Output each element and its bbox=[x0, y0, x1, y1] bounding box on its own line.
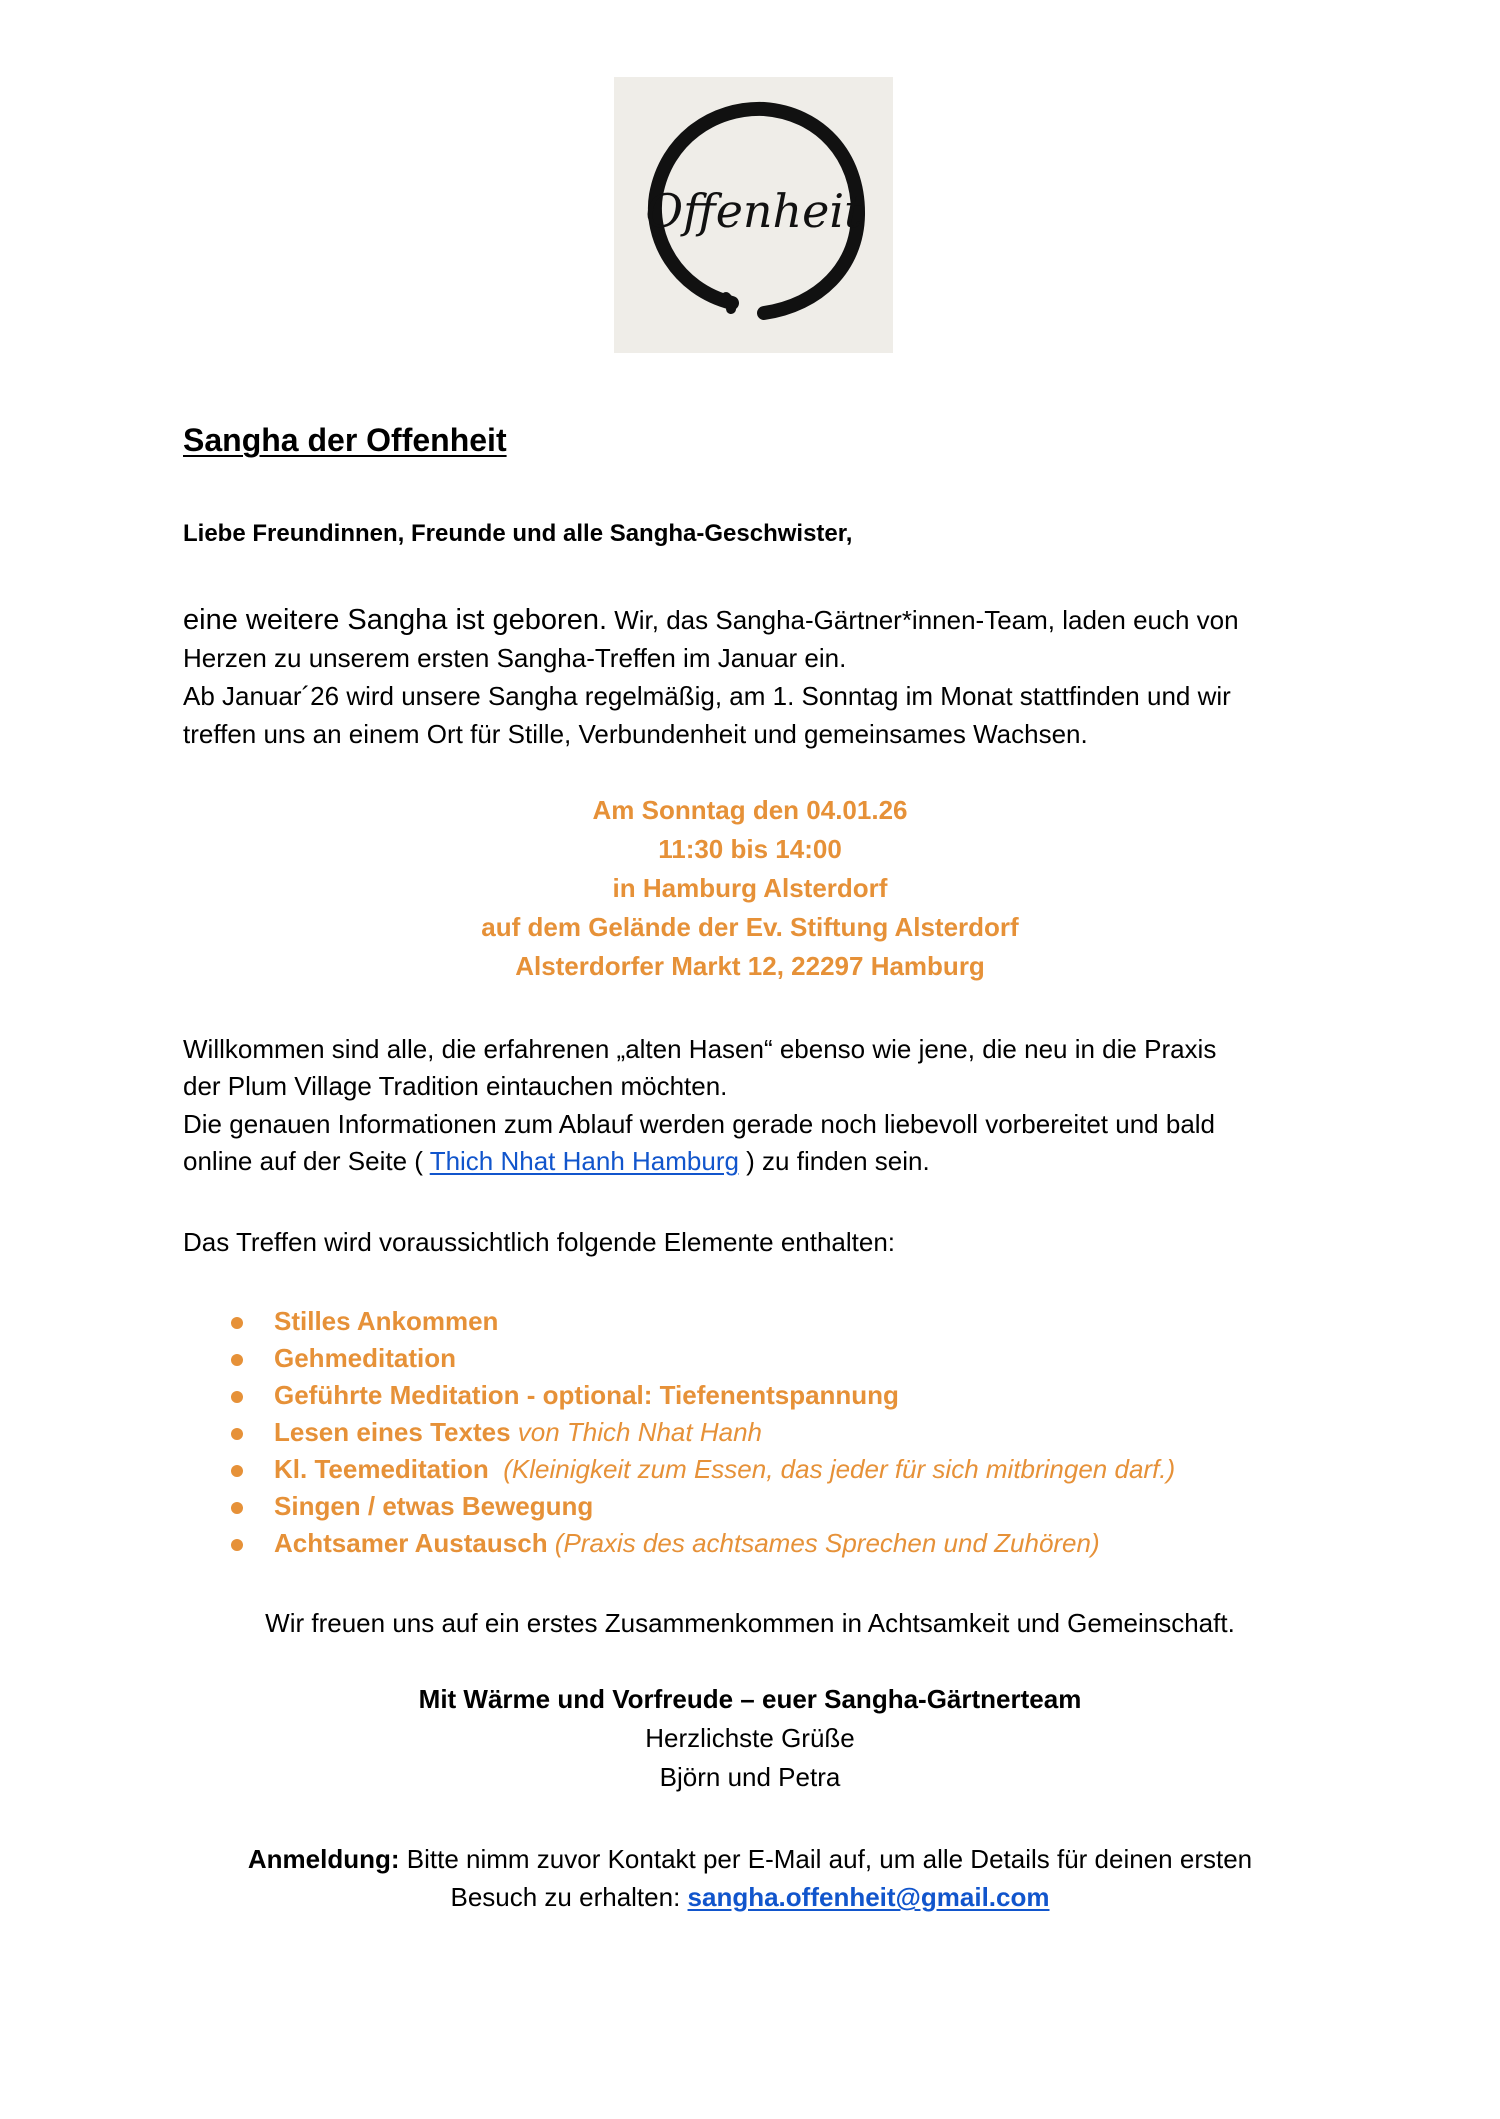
bullet-icon bbox=[231, 1428, 243, 1440]
greeting: Liebe Freundinnen, Freunde und alle Sangha-Geschwister, bbox=[183, 520, 853, 547]
welcome-line-4-before: online auf der Seite ( bbox=[183, 1146, 430, 1176]
thich-nhat-hanh-hamburg-link[interactable]: Thich Nhat Hanh Hamburg bbox=[429, 1146, 739, 1176]
elements-list bbox=[183, 1303, 1175, 1562]
bullet-icon bbox=[231, 1317, 243, 1329]
bullet-icon bbox=[231, 1465, 243, 1477]
registration-label: Anmeldung: bbox=[247, 1844, 400, 1874]
bullet-icon bbox=[231, 1391, 243, 1403]
registration-line-1 bbox=[0, 1841, 1500, 1878]
event-date: Am Sonntag den 04.01.26 bbox=[592, 795, 908, 825]
list-item: Achtsamer Austausch (Praxis des achtsames Sprechen und Zuhören) bbox=[183, 1525, 1175, 1562]
intro-line-3: Ab Januar´26 wird unsere Sangha regelmäßig, am 1. Sonntag im Monat stattfinden und wir bbox=[183, 681, 1231, 711]
email-link[interactable]: sangha.offenheit@gmail.com bbox=[687, 1882, 1050, 1912]
event-place: in Hamburg Alsterdorf bbox=[612, 873, 888, 903]
registration-text-2: Besuch zu erhalten: bbox=[450, 1882, 688, 1912]
list-item: Stilles Ankommen bbox=[183, 1303, 1175, 1340]
welcome-line-1: Willkommen sind alle, die erfahrenen „alten Hasen“ ebenso wie jene, die neu in die Praxis bbox=[183, 1034, 1217, 1064]
bullet-icon bbox=[231, 1502, 243, 1514]
welcome-line-2: der Plum Village Tradition eintauchen möchten. bbox=[183, 1071, 728, 1101]
intro-line-1 bbox=[183, 602, 1239, 639]
intro-line-4: treffen uns an einem Ort für Stille, Verbundenheit und gemeinsames Wachsen. bbox=[183, 719, 1088, 749]
welcome-line-4 bbox=[183, 1143, 930, 1180]
event-venue: auf dem Gelände der Ev. Stiftung Alsterdorf bbox=[481, 912, 1019, 942]
event-address: Alsterdorfer Markt 12, 22297 Hamburg bbox=[515, 951, 985, 981]
signoff-line-2: Herzlichste Grüße bbox=[645, 1723, 855, 1753]
list-item: Singen / etwas Bewegung bbox=[183, 1488, 1175, 1525]
signoff-line-1: Mit Wärme und Vorfreude – euer Sangha-Gärtnerteam bbox=[418, 1684, 1082, 1714]
welcome-line-3: Die genauen Informationen zum Ablauf werden gerade noch liebevoll vorbereitet und bald bbox=[183, 1109, 1216, 1139]
list-item: Geführte Meditation - optional: Tiefenentspannung bbox=[183, 1377, 1175, 1414]
welcome-line-4-after: ) zu finden sein. bbox=[738, 1146, 930, 1176]
closing-text: Wir freuen uns auf ein erstes Zusammenkommen in Achtsamkeit und Gemeinschaft. bbox=[265, 1608, 1235, 1638]
intro-line-2: Herzen zu unserem ersten Sangha-Treffen im Januar ein. bbox=[183, 643, 847, 673]
list-item: Lesen eines Textes von Thich Nhat Hanh bbox=[183, 1414, 1175, 1451]
svg-text:Offenheit: Offenheit bbox=[645, 184, 863, 238]
bullet-icon bbox=[231, 1354, 243, 1366]
registration-text-1: Bitte nimm zuvor Kontakt per E-Mail auf, um alle Details für deinen ersten bbox=[399, 1844, 1253, 1874]
enso-logo-image bbox=[614, 77, 893, 353]
signoff-names: Björn und Petra bbox=[659, 1762, 841, 1792]
elements-intro: Das Treffen wird voraussichtlich folgende Elemente enthalten: bbox=[183, 1227, 896, 1257]
list-item: Gehmeditation bbox=[183, 1340, 1175, 1377]
intro-lead: eine weitere Sangha ist geboren. bbox=[183, 604, 608, 636]
page-title: Sangha der Offenheit bbox=[183, 422, 507, 458]
list-item: Kl. Teemeditation (Kleinigkeit zum Essen, das jeder für sich mitbringen darf.) bbox=[183, 1451, 1175, 1488]
bullet-icon bbox=[231, 1539, 243, 1551]
offenheit-logo bbox=[614, 77, 893, 353]
registration-line-2 bbox=[0, 1879, 1500, 1916]
event-time: 11:30 bis 14:00 bbox=[658, 834, 842, 864]
intro-line-1-rest: Wir, das Sangha-Gärtner*innen-Team, laden euch von bbox=[607, 605, 1239, 635]
